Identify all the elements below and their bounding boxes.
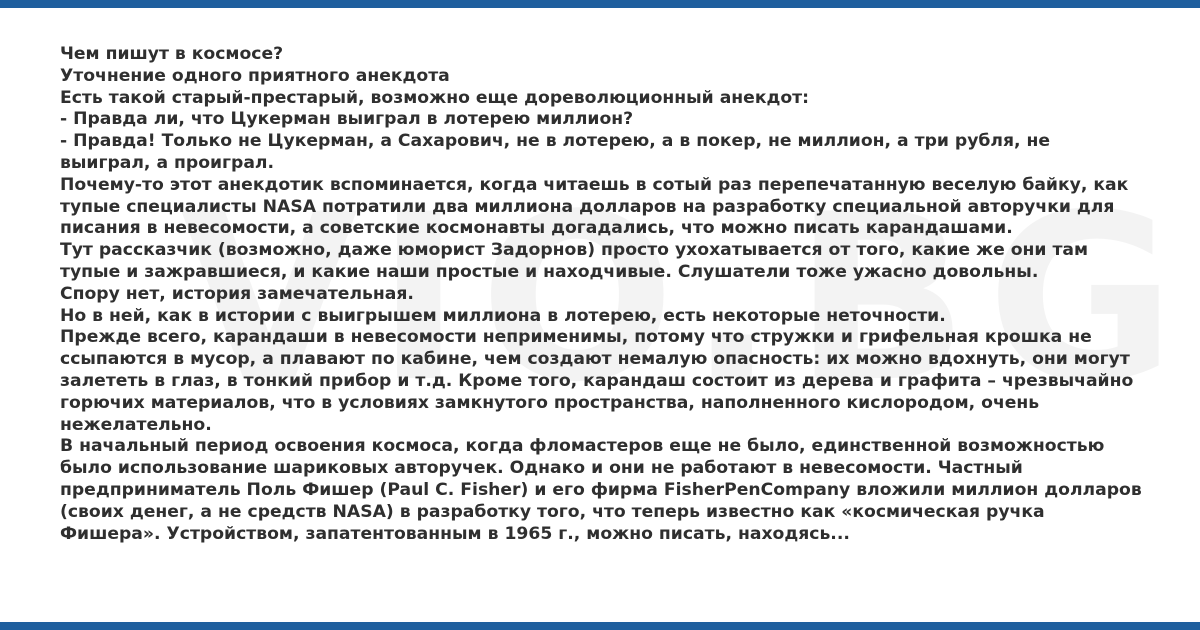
article-paragraph: - Правда ли, что Цукерман выиграл в лотерею миллион?	[60, 109, 634, 130]
top-accent-bar	[0, 0, 1200, 8]
article-paragraph: Прежде всего, карандаши в невесомости неприменимы, потому что стружки и грифельная крошка не ссыпаются в мусор, а плавают по кабине, чем создают немалую опасность: их можно вдохнуть, они могут залететь в глаз, в тонкий прибор и т.д. Кроме того, карандаш состоит из дерева и графита – чрезвычайно горючих материалов, что в условиях замкнутого пространства, наполненного кислородом, очень нежелательно.	[60, 327, 1134, 435]
bottom-accent-bar	[0, 622, 1200, 630]
article-paragraph: Тут рассказчик (возможно, даже юморист Задорнов) просто ухохатывается от того, какие же они там тупые и зажравшиеся, и какие наши простые и находчивые. Слушатели тоже ужасно довольны.	[60, 240, 1089, 282]
article-paragraph: Есть такой старый-престарый, возможно еще дореволюционный анекдот:	[60, 87, 810, 108]
article-paragraph: Спору нет, история замечательная.	[60, 283, 414, 304]
article-paragraph: - Правда! Только не Цукерман, а Сахарович, не в лотерею, а в покер, не миллион, а три рубля, не выиграл, а проиграл.	[60, 131, 1051, 173]
article-paragraph: Почему-то этот анекдотик вспоминается, когда читаешь в сотый раз перепечатанную веселую байку, как тупые специалисты NASA потратили два миллиона долларов на разработку специальной авторучки для писания в невесомости, а советские космонавты догадались, что можно писать карандашами.	[60, 174, 1129, 239]
article-paragraph: Но в ней, как в истории с выигрышем миллиона в лотерею, есть некоторые неточности.	[60, 305, 946, 326]
article-title: Чем пишут в космосе?	[60, 44, 284, 64]
article-text	[60, 44, 1145, 545]
article-subtitle: Уточнение одного приятного анекдота	[60, 65, 450, 86]
article-paragraph: В начальный период освоения космоса, когда фломастеров еще не было, единственной возможностью было использование шариковых авторучек. Однако и они не работают в невесомости. Частный предприниматель Поль Фишер (Paul C. Fisher) и его фирма FisherPenCompany вложили миллион долларов (своих денег, а не средств NASA) в разработку того, что теперь известно как «космическая ручка Фишера». Устройством, запатентованным в 1965 г., можно писать, находясь...	[60, 436, 1142, 544]
